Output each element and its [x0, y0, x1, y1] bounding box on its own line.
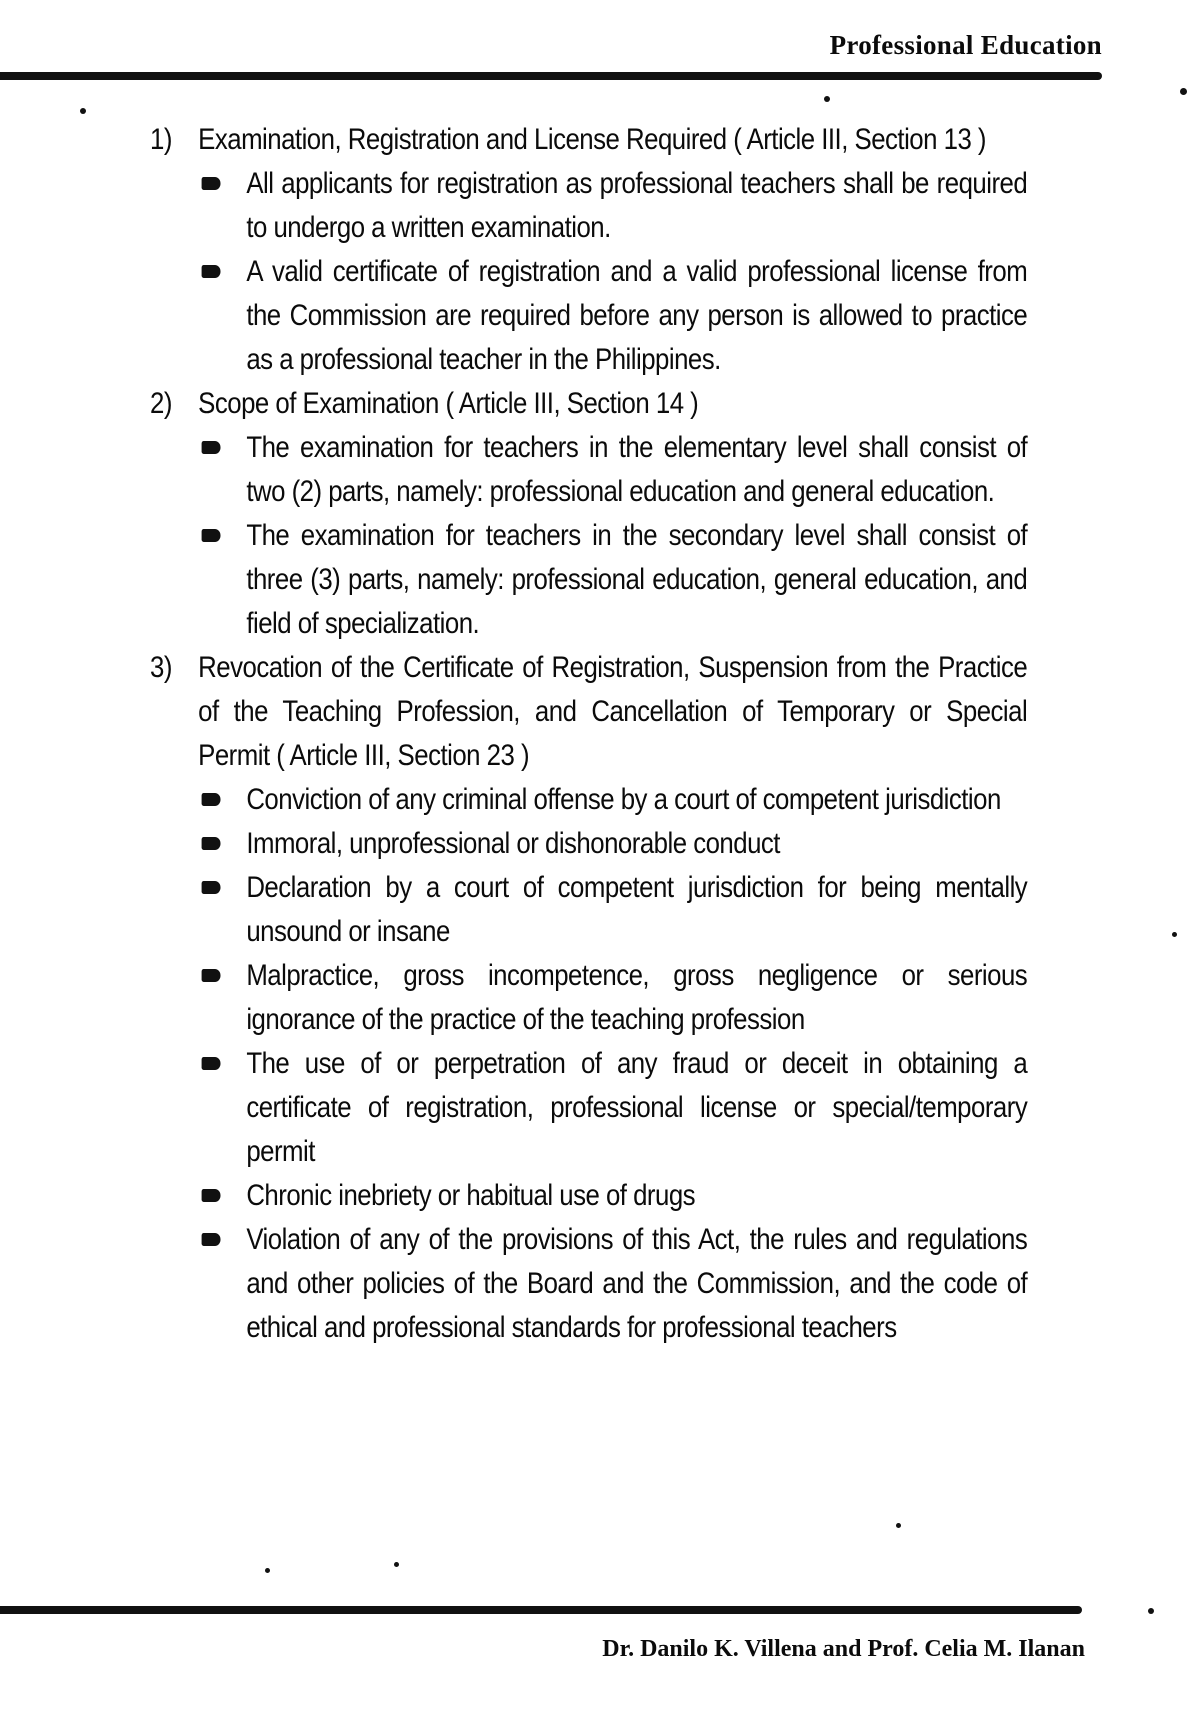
bullet-item: [198, 514, 1027, 646]
section-title: Examination, Registration and License Required ( Article III, Section 13 ): [198, 123, 987, 156]
section-2: [150, 382, 1027, 646]
section-title: Scope of Examination ( Article III, Section 14 ): [198, 387, 699, 420]
bullet-arrow-icon: [202, 265, 221, 278]
bullet-text: A valid certificate of registration and a valid professional license from the Commission are required before any person is allowed to practice as a professional teacher in the Philippines.: [246, 255, 1028, 376]
bullet-text: Malpractice, gross incompetence, gross negligence or serious ignorance of the practice of the teaching profession: [246, 959, 1028, 1036]
bullet-item: [198, 954, 1027, 1042]
bullet-item: [198, 1174, 1027, 1218]
bullet-item: [198, 1218, 1027, 1350]
bullet-text: Declaration by a court of competent jurisdiction for being mentally unsound or insane: [246, 871, 1028, 948]
bullet-arrow-icon: [202, 441, 221, 454]
section-number: 3): [150, 651, 172, 684]
bullet-arrow-icon: [202, 177, 221, 190]
bullet-item: [198, 162, 1027, 250]
bullet-list: [198, 778, 1027, 1350]
section-3: [150, 646, 1027, 1350]
scan-speck: [1148, 1608, 1154, 1614]
bullet-text: The use of or perpetration of any fraud or deceit in obtaining a certificate of registration, professional license or special/temporary permit: [246, 1047, 1028, 1168]
bullet-list: [198, 426, 1027, 646]
bullet-arrow-icon: [202, 837, 221, 850]
footer-rule: [0, 1606, 1082, 1614]
section-number: 1): [150, 123, 172, 156]
bullet-arrow-icon: [202, 529, 221, 542]
bullet-item: [198, 866, 1027, 954]
footer-authors: Dr. Danilo K. Villena and Prof. Celia M. Ilanan: [602, 1636, 1085, 1662]
section-number: 2): [150, 387, 172, 420]
bullet-item: [198, 778, 1027, 822]
bullet-item: [198, 822, 1027, 866]
bullet-text: Conviction of any criminal offense by a court of competent jurisdiction: [246, 783, 1001, 816]
bullet-text: Violation of any of the provisions of this Act, the rules and regulations and other policies of the Board and the Commission, and the code of ethical and professional standards for professional teachers: [246, 1223, 1028, 1344]
scan-speck: [265, 1568, 270, 1573]
bullet-item: [198, 426, 1027, 514]
bullet-arrow-icon: [202, 1057, 221, 1070]
bullet-arrow-icon: [202, 1189, 221, 1202]
bullet-text: All applicants for registration as professional teachers shall be required to undergo a written examination.: [246, 167, 1028, 244]
bullet-item: [198, 1042, 1027, 1174]
scan-speck: [824, 96, 830, 102]
scan-speck: [1180, 88, 1187, 95]
section-1: [150, 118, 1027, 382]
bullet-item: [198, 250, 1027, 382]
bullet-text: Immoral, unprofessional or dishonorable conduct: [246, 827, 780, 860]
scan-speck: [1172, 932, 1177, 937]
scan-speck: [80, 108, 86, 114]
header-rule: [0, 72, 1102, 80]
scan-speck: [896, 1523, 901, 1528]
bullet-arrow-icon: [202, 1233, 221, 1246]
page-content: [150, 118, 1027, 1350]
bullet-list: [198, 162, 1027, 382]
bullet-text: The examination for teachers in the elementary level shall consist of two (2) parts, namely: professional education and general education.: [246, 431, 1028, 508]
bullet-text: The examination for teachers in the secondary level shall consist of three (3) parts, namely: professional education, general education, and field of specialization.: [246, 519, 1028, 640]
bullet-text: Chronic inebriety or habitual use of drugs: [246, 1179, 696, 1212]
scan-speck: [394, 1562, 399, 1567]
bullet-arrow-icon: [202, 881, 221, 894]
bullet-arrow-icon: [202, 793, 221, 806]
running-header-title: Professional Education: [829, 30, 1102, 60]
bullet-arrow-icon: [202, 969, 221, 982]
section-title: Revocation of the Certificate of Registration, Suspension from the Practice of the Teaching Profession, and Cancellation of Temporary or Special Permit ( Article III, Section 23 ): [198, 651, 1028, 772]
